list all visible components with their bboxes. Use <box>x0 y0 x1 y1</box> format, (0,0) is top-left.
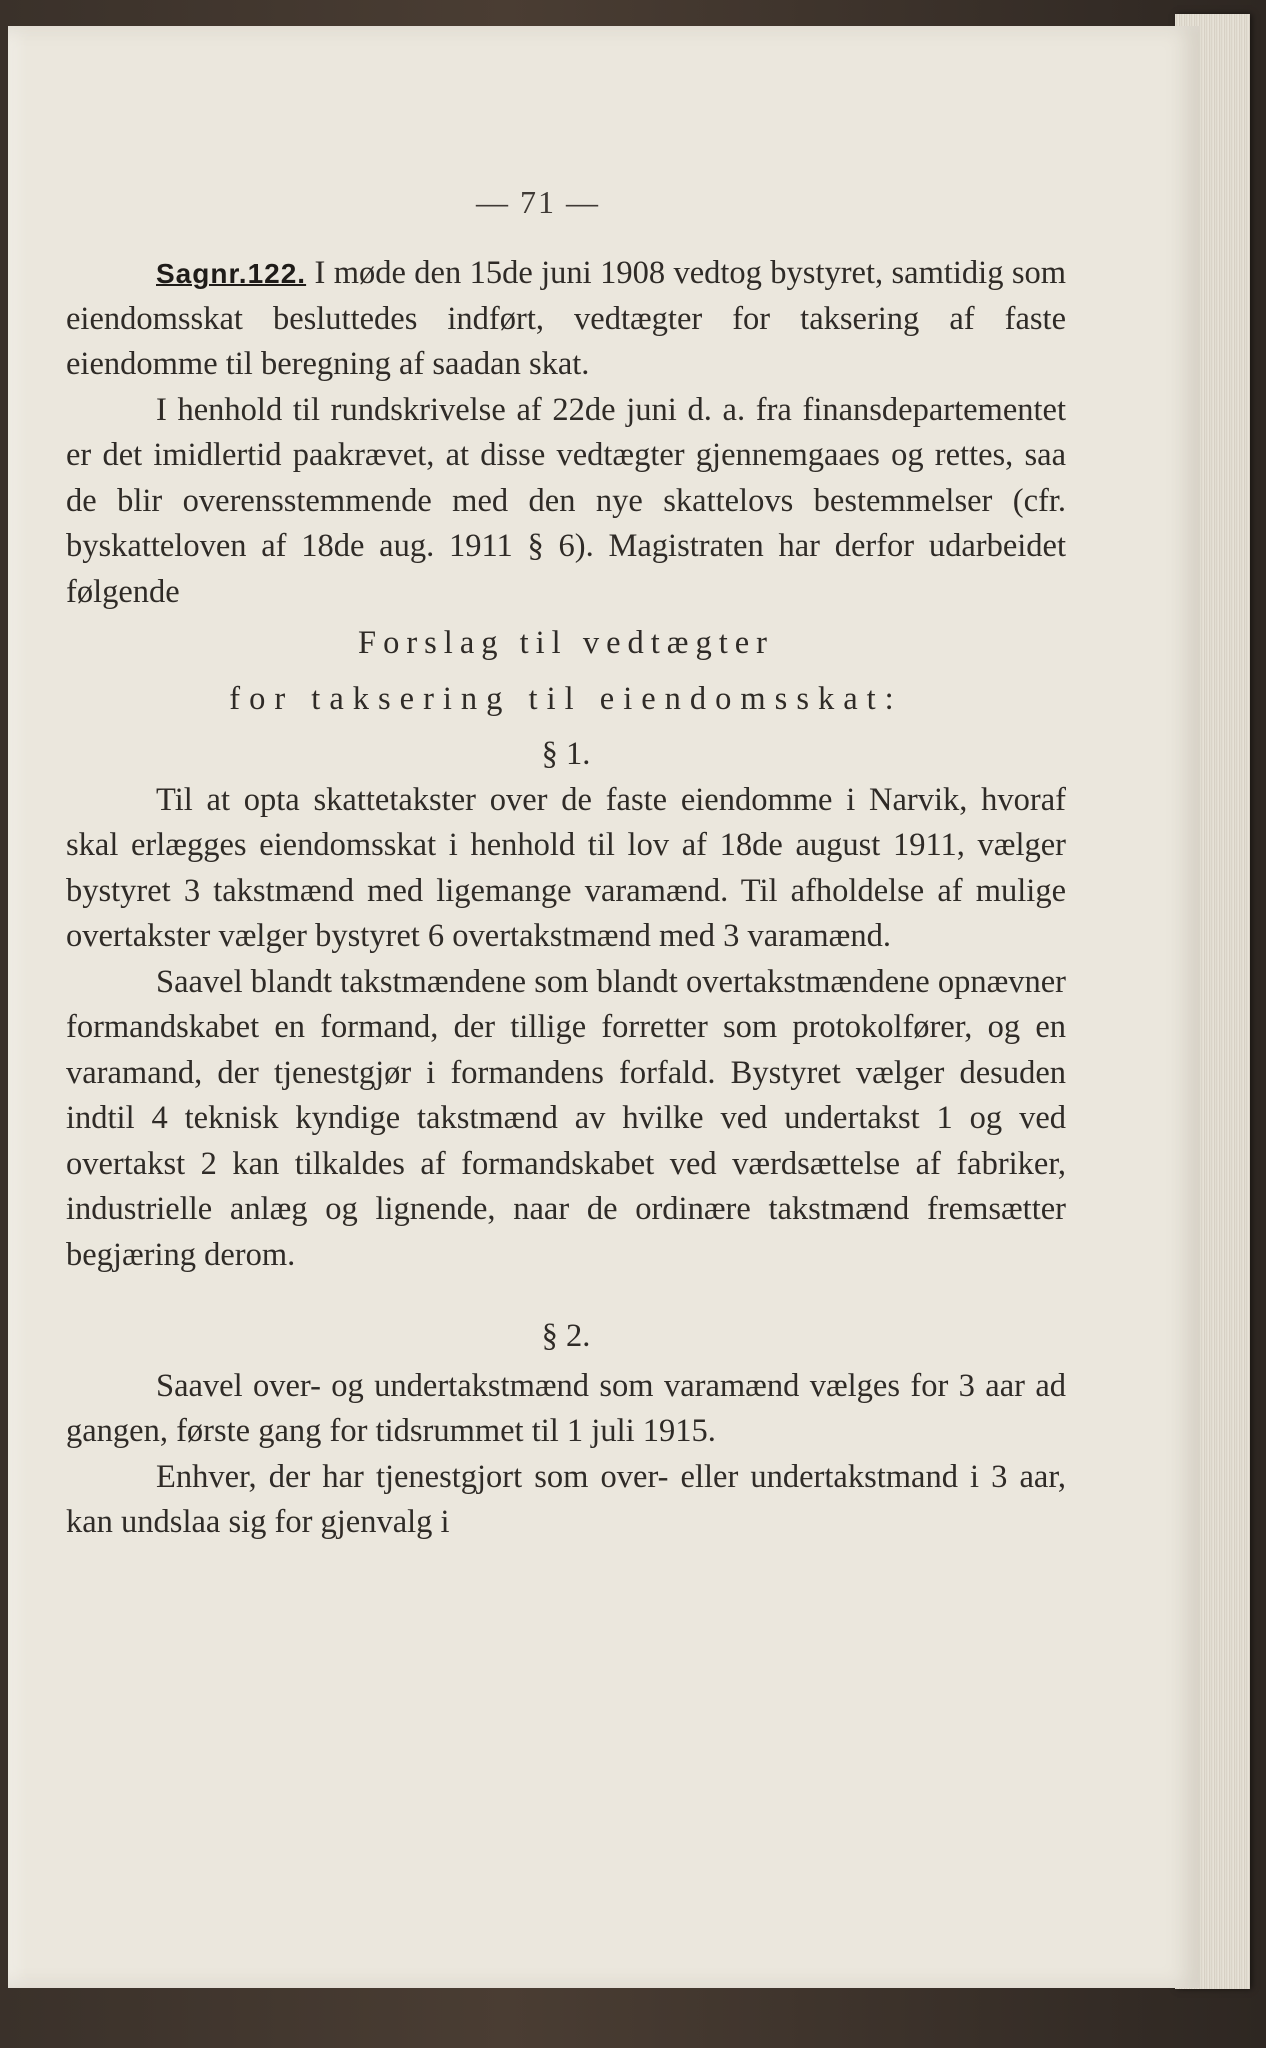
section-2-heading: § 2. <box>541 1318 591 1354</box>
case-label: Sagnr.122. <box>156 258 307 289</box>
proposal-subtitle: for taksering til eiendomsskat: <box>229 680 903 717</box>
paragraph-1-text: I møde den 15de juni 1908 vedtog bystyret, samtidig som eiendomsskat besluttedes indført, vedtægter for taksering af faste eiendomme til beregning af saadan skat. <box>66 255 1067 382</box>
paragraph-1 <box>66 251 1066 388</box>
paragraph-3: Til at opta skattetakster over de faste eiendomme i Narvik, hvoraf skal erlægges eiendomsskat i henhold til lov af 18de august 1911, vælger bystyret 3 takstmænd med ligemange varamænd. Til afholdelse af mulige overtakster vælger bystyret 6 overtakstmænd med 3 varamænd. <box>66 781 1066 954</box>
paragraph-5: Saavel over- og undertakstmænd som varamænd vælges for 3 aar ad gangen, første gang for tidsrummet til 1 juli 1915. <box>66 1367 1066 1449</box>
page-body <box>66 251 1066 1546</box>
proposal-title: Forslag til vedtægter <box>358 625 774 661</box>
paragraph-2: I henhold til rundskrivelse af 22de juni d. a. fra finansdepartementet er det imidlertid paakrævet, at disse vedtægter gjennemgaaes og rettes, saa de blir overensstemmende med den nye skattelovs bestemmelser (cfr. byskatteloven af 18de aug. 1911 § 6). Magistraten har derfor udarbeidet følgende <box>66 391 1066 610</box>
page-number: — 71 — <box>476 184 600 220</box>
book-page <box>8 26 1200 1988</box>
section-1-heading: § 1. <box>541 736 591 772</box>
paragraph-4: Saavel blandt takstmændene som blandt overtakstmændene opnævner formandskabet en formand, der tillige forretter som protokolfører, og en varamand, der tjenestgjør i formandens forfald. Bystyret vælger desuden indtil 4 teknisk kyndige takstmænd av hvilke ved undertakst 1 og ved overtakst 2 kan tilkaldes af formandskabet ved værdsættelse af fabriker, industrielle anlæg og lignende, naar de ordinære takstmænd fremsætter begjæring derom. <box>66 963 1066 1273</box>
paragraph-6: Enhver, der har tjenestgjort som over- eller undertakstmand i 3 aar, kan undslaa sig for gjenvalg i <box>66 1458 1066 1540</box>
